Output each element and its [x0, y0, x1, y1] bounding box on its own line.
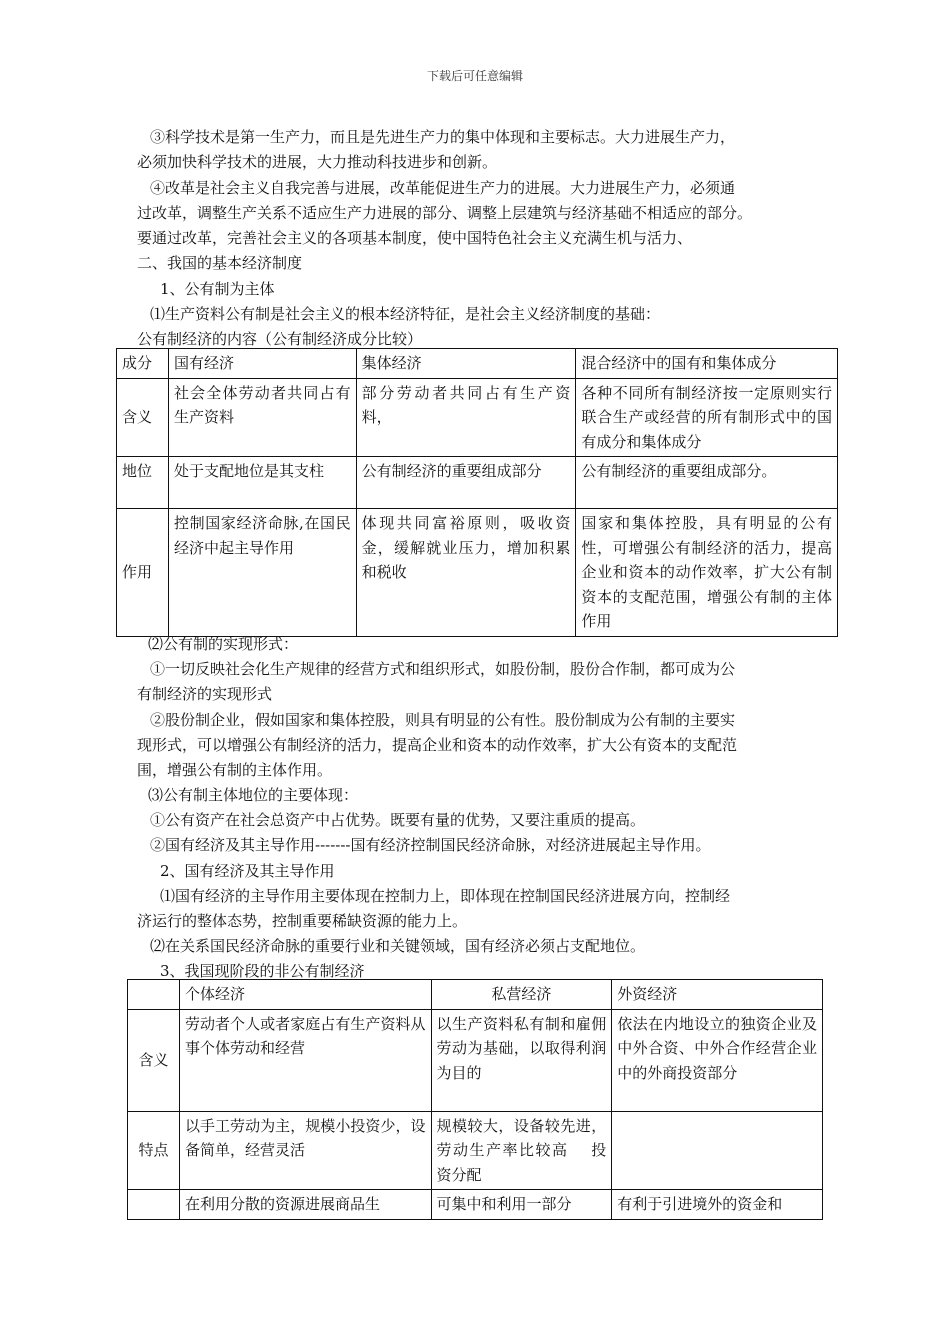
table-cell: 可集中和利用一部分 [431, 1190, 612, 1220]
table-cell: 在利用分散的资源进展商品生 [179, 1190, 431, 1220]
page-header: 下载后可任意编辑 [426, 69, 523, 83]
header-cell: 集体经济 [356, 349, 576, 379]
text-line: ①一切反映社会化生产规律的经营方式和组织形式，如股份制，股份合作制，都可成为公 [150, 660, 736, 678]
header-cell: 个体经济 [179, 980, 431, 1010]
text-line: ③科学技术是第一生产力，而且是先进生产力的集中体现和主要标志。大力进展生产力， [150, 128, 736, 146]
header-cell: 混合经济中的国有和集体成分 [576, 349, 838, 379]
text-line: 必须加快科学技术的进展，大力推动科技进步和创新。 [137, 153, 498, 171]
text-line: ②国有经济及其主导作用-------国有经济控制国民经济命脉，对经济进展起主导作用。 [150, 836, 711, 854]
sub-heading: ⑵公有制的实现形式： [148, 635, 299, 653]
text-line: 要通过改革，完善社会主义的各项基本制度，使中国特色社会主义充满生机与活力、 [137, 229, 693, 247]
table-row [117, 509, 838, 637]
section-heading: 二、我国的基本经济制度 [137, 254, 303, 272]
table-cell: 各种不同所有制经济按一定原则实行联合生产或经营的所有制形式中的国有成分和集体成分 [576, 378, 838, 457]
table-cell: 依法在内地设立的独资企业及中外合资、中外合作经营企业中的外商投资部分 [612, 1009, 823, 1111]
header-cell: 私营经济 [431, 980, 612, 1010]
text-line: 有制经济的实现形式 [137, 685, 273, 703]
text-line: 济运行的整体态势，控制重要稀缺资源的能力上。 [137, 912, 468, 930]
table-cell: 公有制经济的重要组成部分。 [576, 457, 838, 509]
table-cell: 劳动者个人或者家庭占有生产资料从事个体劳动和经营 [179, 1009, 431, 1111]
table-header-row [117, 349, 838, 379]
text-line: ②股份制企业，假如国家和集体控股，则具有明显的公有性。股份制成为公有制的主要实 [150, 711, 736, 729]
text-line: ⑵在关系国民经济命脉的重要行业和关键领域，国有经济必须占支配地位。 [150, 937, 646, 955]
table-cell: 国家和集体控股，具有明显的公有性，可增强公有制经济的活力，提高企业和资本的动作效率，扩大公有制资本的支配范围，增强公有制的主体作用 [576, 509, 838, 637]
table-cell: 控制国家经济命脉,在国民经济中起主导作用 [168, 509, 356, 637]
table-cell [612, 1111, 823, 1190]
row-label: 含义 [128, 1009, 180, 1111]
text-line: ①公有资产在社会总资产中占优势。既要有量的优势，又要注重质的提高。 [150, 811, 646, 829]
sub-heading: 2、国有经济及其主导作用 [160, 862, 335, 880]
table-cell: 公有制经济的重要组成部分 [356, 457, 576, 509]
table-cell: 以生产资料私有制和雇佣劳动为基础，以取得利润为目的 [431, 1009, 612, 1111]
table-row [117, 378, 838, 457]
header-cell: 成分 [117, 349, 169, 379]
sub-heading: 1、公有制为主体 [160, 280, 275, 298]
text-line: 过改革，调整生产关系不适应生产力进展的部分、调整上层建筑与经济基础不相适应的部分。 [137, 204, 753, 222]
table-header-row [128, 980, 823, 1010]
row-label: 特点 [128, 1111, 180, 1190]
table-cell: 部分劳动者共同占有生产资料， [356, 378, 576, 457]
sub-heading: 3、我国现阶段的非公有制经济 [160, 962, 365, 980]
header-cell: 外资经济 [612, 980, 823, 1010]
table-cell: 有利于引进境外的资金和 [612, 1190, 823, 1220]
table-row [128, 1111, 823, 1190]
row-label: 作用 [117, 509, 169, 637]
non-public-ownership-table [127, 979, 823, 1220]
sub-heading: ⑶公有制主体地位的主要体现： [148, 786, 359, 804]
row-label [128, 1190, 180, 1220]
text-line: ⑴国有经济的主导作用主要体现在控制力上，即体现在控制国民经济进展方向，控制经 [160, 887, 731, 905]
row-label: 含义 [117, 378, 169, 457]
row-label: 地位 [117, 457, 169, 509]
table-row [128, 1009, 823, 1111]
text-line: ⑴生产资料公有制是社会主义的根本经济特征，是社会主义经济制度的基础： [150, 305, 661, 323]
public-ownership-table [116, 348, 838, 637]
text-line: 围，增强公有制的主体作用。 [137, 761, 333, 779]
table-row [117, 457, 838, 509]
text-line: ④改革是社会主义自我完善与进展，改革能促进生产力的进展。大力进展生产力，必须通 [150, 179, 736, 197]
text-line: 现形式，可以增强公有制经济的活力，提高企业和资本的动作效率，扩大公有资本的支配范 [137, 736, 738, 754]
table-cell: 社会全体劳动者共同占有生产资料 [168, 378, 356, 457]
table-cell: 处于支配地位是其支柱 [168, 457, 356, 509]
header-cell [128, 980, 180, 1010]
table-cell: 规模较大，设备较先进，劳动生产率比较高 投资分配 [431, 1111, 612, 1190]
table-cell: 体现共同富裕原则，吸收资金，缓解就业压力，增加积累和税收 [356, 509, 576, 637]
table-cell: 以手工劳动为主，规模小投资少，设备简单，经营灵活 [179, 1111, 431, 1190]
table-row [128, 1190, 823, 1220]
header-cell: 国有经济 [168, 349, 356, 379]
table-caption: 公有制经济的内容（公有制经济成分比较） [137, 330, 423, 348]
